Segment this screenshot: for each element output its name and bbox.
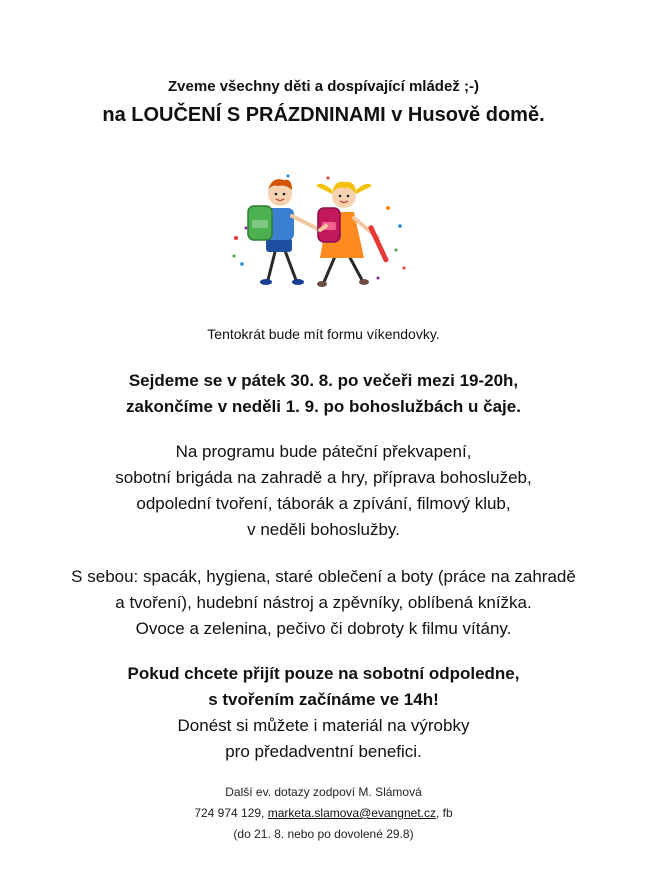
contact-line-3: (do 21. 8. nebo po dovolené 29.8) — [233, 827, 414, 841]
program-line-4: v neděli bohoslužby. — [247, 520, 400, 539]
boy-figure — [248, 179, 320, 285]
bring-line-1: S sebou: spacák, hygiena, staré oblečení a boty (práce na zahradě — [71, 567, 576, 586]
contact-phone: 724 974 129, — [194, 806, 265, 820]
heading-line-1: Zveme všechny děti a dospívající mládež ;-) — [168, 78, 479, 95]
bring-line-3: Ovoce a zelenina, pečivo či dobroty k filmu vítány. — [135, 619, 512, 638]
contact-line-2 — [0, 806, 647, 820]
girl-figure — [316, 182, 389, 287]
meeting-line-2: zakončíme v neděli 1. 9. po bohoslužbách u čaje. — [126, 397, 521, 416]
program-line-1: Na programu bude páteční překvapení, — [175, 442, 472, 461]
children-walking-to-school-icon — [228, 168, 410, 292]
saturday-line-2: s tvořením začínáme ve 14h! — [208, 690, 439, 709]
contact-email-link[interactable]: marketa.slamova@evangnet.cz — [267, 806, 436, 820]
program-line-2: sobotní brigáda na zahradě a hry, příprava bohoslužeb, — [115, 468, 532, 487]
saturday-line-1: Pokud chcete přijít pouze na sobotní odpoledne, — [127, 664, 520, 683]
program-line-3: odpolední tvoření, táborák a zpívání, filmový klub, — [136, 494, 511, 513]
saturday-line-4: pro předadventní benefici. — [225, 742, 422, 761]
intro-text: Tentokrát bude mít formu víkendovky. — [207, 326, 440, 342]
heading-line-2: na LOUČENÍ S PRÁZDNINAMI v Husově domě. — [102, 104, 545, 126]
contact-line-1: Další ev. dotazy zodpoví M. Slámová — [225, 785, 422, 799]
saturday-line-3: Donést si můžete i materiál na výrobky — [177, 716, 470, 735]
meeting-line-1: Sejdeme se v pátek 30. 8. po večeři mezi 19-20h, — [128, 371, 519, 390]
bring-line-2: a tvoření), hudební nástroj a zpěvníky, oblíbená knížka. — [115, 593, 532, 612]
contact-fb: , fb — [436, 806, 453, 820]
